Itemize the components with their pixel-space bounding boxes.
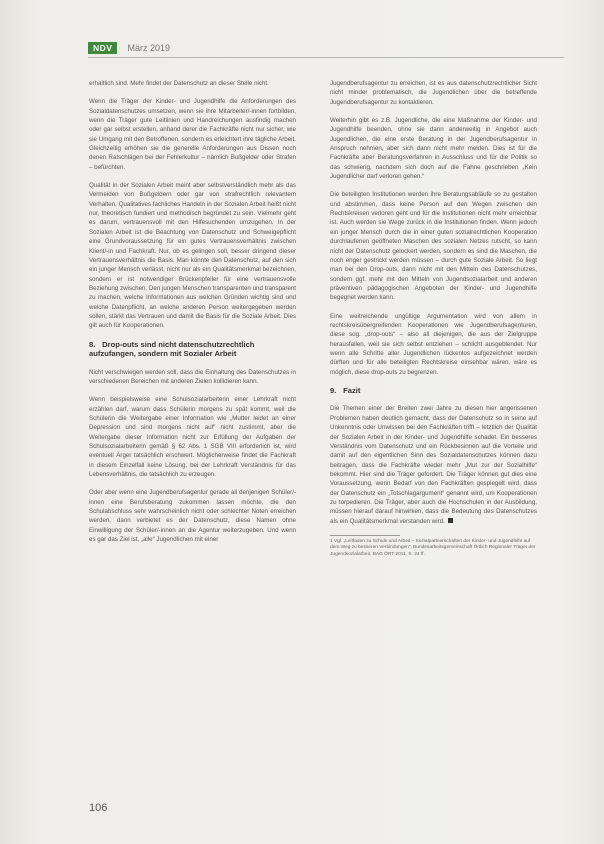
issue-date: März 2019 — [127, 43, 170, 53]
right-column — [330, 79, 537, 558]
page-number: 106 — [89, 802, 108, 814]
section-number: 8. — [89, 339, 96, 349]
paragraph: Jugendberufsagentur zu erreichen, ist es aus datenschutzrechtlicher Sicht nicht minder problematisch, die Jugendlichen über die betreffende Jugendberufsagentur zu kontaktieren. — [330, 80, 537, 106]
paragraph: Qualität in der Sozialen Arbeit meint aber selbstverständlich mehr als das Vermeiden von Bußgeldern oder gar von strafrechtlich relevantem Verhalten. Qualitatives fachliches Handeln in der Sozialen Arbeit heißt nicht nur, theoretisch fundiert und methodisch begründet zu sein. Vielmehr geht es darum, vertrauensvoll mit den Hilfesuchenden umzugehen. In der Sozialen Arbeit ist die Beachtung von Datenschutz und Schweigepflicht eine Grundvoraussetzung für ein gutes Vertrauensverhältnis zwischen Klient/-in und Fachkraft. Nur, ob es gelingen soll, besser dringend dieser Vertrauensverhältnis die Basis. Man könnte den Datenschutz, auf den sich ein junger Mensch verlässt, nicht nur als ein Qualitätsmerkmal bezeichnen, sondern er ist notwendiger Brückenpfeiler für eine vertrauensvolle Beziehung zwischen. Den jungen Menschen transparenten und transparent zu machen, welche Informationen aus welchen Gründen wichtig sind und welche Datenpflicht, an welche anderen Person weitergegeben werden sollen, stärkt das Vertrauen und damit die Basis für die Soziale Arbeit. Dies gilt auch für Kooperationen. — [89, 182, 296, 330]
paragraph: Wenn beispielsweise eine Schulsozialarbeiterin einer Lehrkraft nicht erzählen darf, warum dass Schülerin morgens zu spät kommt, weil die Schülerin die Weitergabe einer Information wie „Mutter leidet an einer Depression und sind morgens nicht auf“ nicht zustimmt, aber die Weitergabe dieser Information nicht zur Erfüllung der Aufgaben der Schulsozialarbeiterin gemäß § 62 Abs. 1 SGB VIII erforderlich ist, wird eventuell Ärger tatsächlich erschwert. Möglicherweise findet die Fachkraft in diesem Einzelfall keine Lösung, bei der Lehrkraft Verständnis für das Lebensverhältnis, die tatsächlich zu erzeugen. — [89, 396, 296, 479]
section-heading-9 — [330, 386, 537, 396]
left-column — [89, 79, 296, 553]
paragraph — [330, 404, 537, 525]
paragraph: Nicht verschwiegen werden soll, dass die Einhaltung des Datenschutzes in verschiedenen Bereichen mit anderen Zielen kollidieren kann. — [89, 368, 296, 385]
footnote: 1 Vgl. „Leitfaden zu Schule und Arbeit – Sozialpartnerschaften der Kinder- und Jugendhilfe auf dem Weg zu besseren Verbindungen“, Bundesarbeitsgemeinschaft Örtlich Regionaler Träger der Jugendsozialarbeit, BAG ÖRT 2011, S. 24 ff. — [330, 538, 536, 557]
section-title: Fazit — [343, 385, 361, 395]
paragraph: Weiterhin gibt es z.B. Jugendliche, die eine Maßnahme der Kinder- und Jugendhilfe beenden, ohne sie dann anderweitig in Angebot auch Jugendlichen, die eine erste Beratung in der Jugendberufsagentur in Anspruch nehmen, aber sich dann nicht mehr melden. Dies ist für die Fachkräfte aber Beratungsverfahren in Ausschluss und für die Politik so das schwierig, nachdem sich doch auf die Fahne geschrieben „Kein Jugendlicher darf verloren gehen.“ — [330, 117, 537, 181]
footnote-rule — [330, 535, 400, 536]
section-title: Drop-outs sind nicht datenschutzrechtlich aufzufangen, sondern mit Sozialer Arbeit — [89, 339, 255, 359]
paragraph-text: Die Themen einer der Breiten zwei Jahre zu diesen hier angerissenen Problemen haben deutlich gemacht, dass der Datenschutz so in seine auf Unkenntnis oder Unwissen bei den Fachkräften trifft – letztlich der Qualität der Sozialen Arbeit in der Kinder- und Jugendhilfe schadet. Ein besseres Verständnis vom Datenschutz und ein Rückbesinnen auf die Vorteile und damit auf den eigentlichen Sinn des Sozialdatenschutzes können dazu beitragen, dass die Fachkräfte wieder mehr „Mut zur der Sozialhilfe“ bekommt. Hier sind die Träger gefordert. Die Träger können gut dies eine Voraussetzung, wenn Bedarf von den Fachkräften gespiegelt wird, dass der Datenschutz ein „Totschlagargument“ genannt wird, um Kooperationen zu torpedieren. Die Träger, aber auch die Hochschulen in der Ausbildung, müssen hierauf darauf hinwirken, dass die Bedeutung des Datenschutzes als ein Qualitätsmerkmal verstanden wird. — [330, 405, 537, 525]
paragraph: Eine weitreichende ungültige Argumentation wird von allem in rechtskreisübergreifenden Kooperationen wie Jugendberufsagenturen, diese sog. „drop-outs“ – also all diejenigen, die aus der Zielgruppe herausfallen, weil sie sich selbst entziehen – schlicht ausgeblendet. Nur wenn alle Schritte aller Jugendlichen lückenlos aufgezeichnet werden dürften und für alle beteiligten Rechtskreise einsehbar wären, wäre es möglich, diese drop-outs zu begrenzen. — [330, 312, 537, 376]
paragraph: Oder aber wenn eine Jugendberufsagentur gerade all denjenigen Schüler/-innen eine Berufsberatung zukommen lassen möchte, die den Schulabschluss sehr wahrscheinlich nicht oder schlechter Noten erreichen werden, dann verbietet es der Datenschutz, diese Namen ohne Einwilligung der Schüler/-innen an die Agentur weiterzugeben. Und wenn es gar das Ziel ist, „alle“ Jugendlichen mit einer — [89, 489, 296, 544]
paragraph: Wenn die Träger der Kinder- und Jugendhilfe die Anforderungen des Sozialdatenschutzes umsetzen, wenn sie ihre Mitarbeiter/-innen fortbilden, wenn die Träger gute Leitlinien und Handreichungen ausfindig machen oder gar selbst erstellen, anhand derer die Fachkräfte nicht nur sicher, wie sie Umgang mit den Betroffenen, sondern es erleichtert ihre tägliche Arbeit. Gleichzeitig erhöhen sie die generelle Anforderungen aus Dissen noch denen Ratschlägen bei der Fehlerkultur – nämlich Bußgelder oder Strafen – befürchten. — [89, 98, 296, 171]
journal-badge: NDV — [88, 42, 117, 54]
paragraph: Die beteiligten Institutionen werden ihre Beratungsabläufe so zu gestalten und abstimmen, dass keine Person auf den Wegen zwischen den Rechtskreisen verloren geht und für die Institutionen nicht mehr erreichbar ist. Auch werden sie Wege zurück in die Institutionen finden. Wenn jedoch ein junger Mensch durch die in einer guten sozialrechtlichen Kooperation durchlaufenen geöffneten Maschen des sozialen Netzes rutscht, so kann nicht der Datenschutz gelockert werden, sondern es sind die Maschen, die noch enger gestrickt werden müssen – durch gute Soziale Arbeit. So liegt man bei den Drop-outs, dann nicht mit den Mitteln des Datenschutzes, sondern ggf. mehr mit den Mitteln von Jugendsozialarbeit und anderen präventiven pädagogischen Angeboten der Kinder- und Jugendhilfe begegnet werden kann. — [330, 191, 537, 302]
section-heading-8 — [89, 340, 296, 359]
section-number: 9. — [330, 385, 337, 395]
paragraph: erhaltlich sind. Mehr findet der Datenschutz an dieser Stelle nicht. — [89, 80, 269, 87]
header-rule — [88, 57, 564, 58]
running-header — [88, 41, 170, 55]
end-of-article-mark — [448, 518, 453, 523]
